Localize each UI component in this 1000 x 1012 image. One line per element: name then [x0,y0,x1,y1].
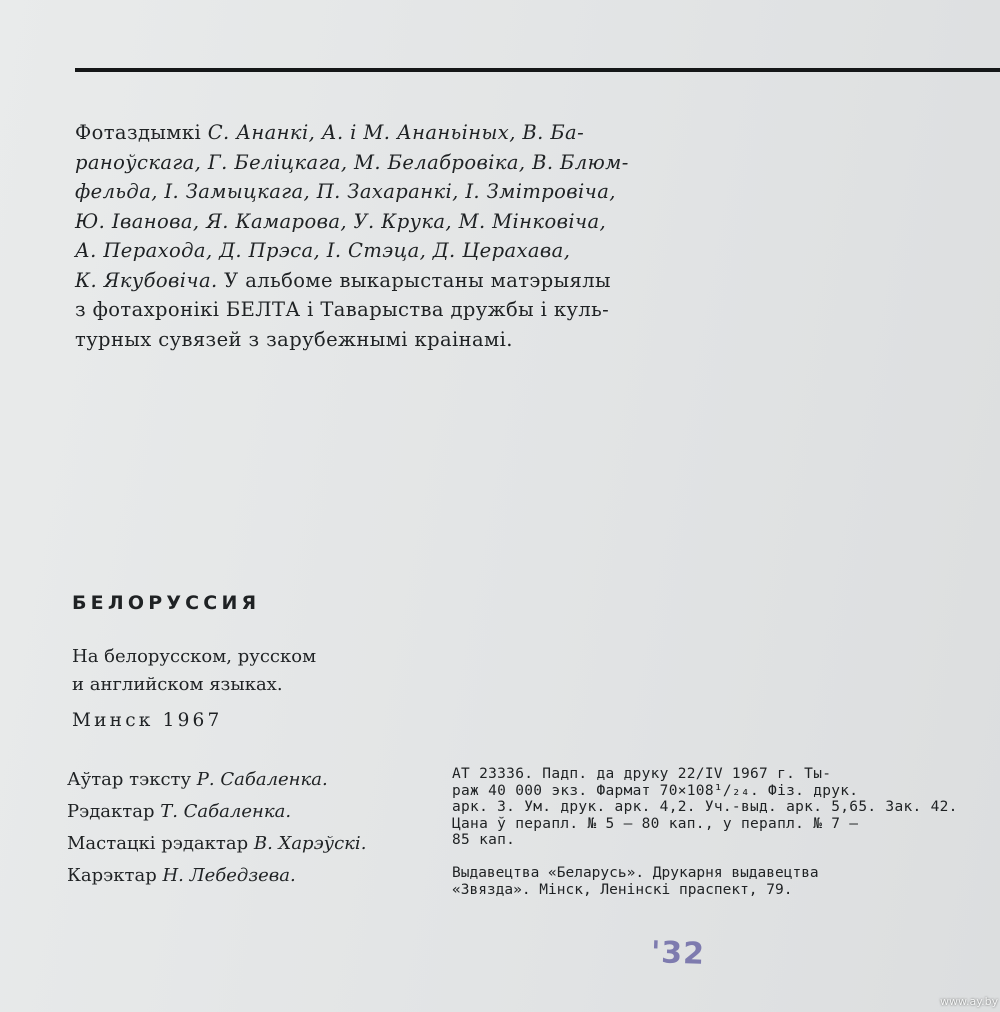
credits-line: К. Якубовіча. У альбоме выкарыстаны матэрыялы [75,268,611,292]
publisher-line: Выдавецтва «Беларусь». Друкарня выдавецтва [452,865,819,881]
imprint-line: АТ 23336. Падп. да друку 22/IV 1967 г. Ты- [452,766,832,782]
languages-note [72,643,316,699]
credits-line: з фотахронікі БЕЛТА і Таварыства дружбы і куль- [75,298,610,321]
publisher-line: «Звязда». Мінск, Ленінскі праспект, 79. [452,881,793,898]
staff-credit-editor: Рэдактар Т. Сабаленка. [67,801,292,822]
photo-credits [75,118,725,354]
languages-line: На белорусском, русском [72,646,317,667]
imprint-line: раж 40 000 экз. Фармат 70×108¹/₂₄. Фіз. друк. [452,782,859,799]
staff-credit-author: Аўтар тэксту Р. Сабаленка. [67,769,328,790]
imprint-line: 85 кап. [452,832,516,848]
credits-line: Фотаздымкі С. Ананкі, А. і М. Ананьіных, В. Ба- [75,121,585,144]
staff-credits-list [67,764,366,892]
ink-stamp-number: '32 [650,935,706,972]
print-imprint [452,766,969,849]
staff-credit-proofreader: Карэктар Н. Лебедзева. [67,865,296,886]
credits-line: турных сувязей з зарубежнымі краінамі. [75,327,513,351]
credits-line: фельда, І. Замыцкага, П. Захаранкі, І. Змітровіча, [75,180,616,203]
place-and-year: Минск 1967 [72,710,223,731]
top-rule-divider [75,68,1000,72]
book-title: БЕЛОРУССИЯ [72,592,261,614]
imprint-line: Цана ў перапл. № 5 — 80 кап., у перапл. № 7 — [452,815,859,832]
publisher-info [452,865,969,898]
site-watermark: www.ay.by [940,995,999,1008]
credits-line: А. Перахода, Д. Прэса, І. Стэца, Д. Церахава, [75,239,571,262]
staff-credit-art-editor: Мастацкі рэдактар В. Харэўскі. [67,833,367,854]
imprint-line: арк. 3. Ум. друк. арк. 4,2. Уч.-выд. арк. 5,65. Зак. 42. [452,799,958,815]
credits-line: Ю. Іванова, Я. Камарова, У. Крука, М. Мінковіча, [75,209,607,233]
languages-line: и английском языках. [72,674,283,695]
credits-line: раноўскага, Г. Беліцкага, М. Белабровіка, В. Блюм- [75,150,629,174]
